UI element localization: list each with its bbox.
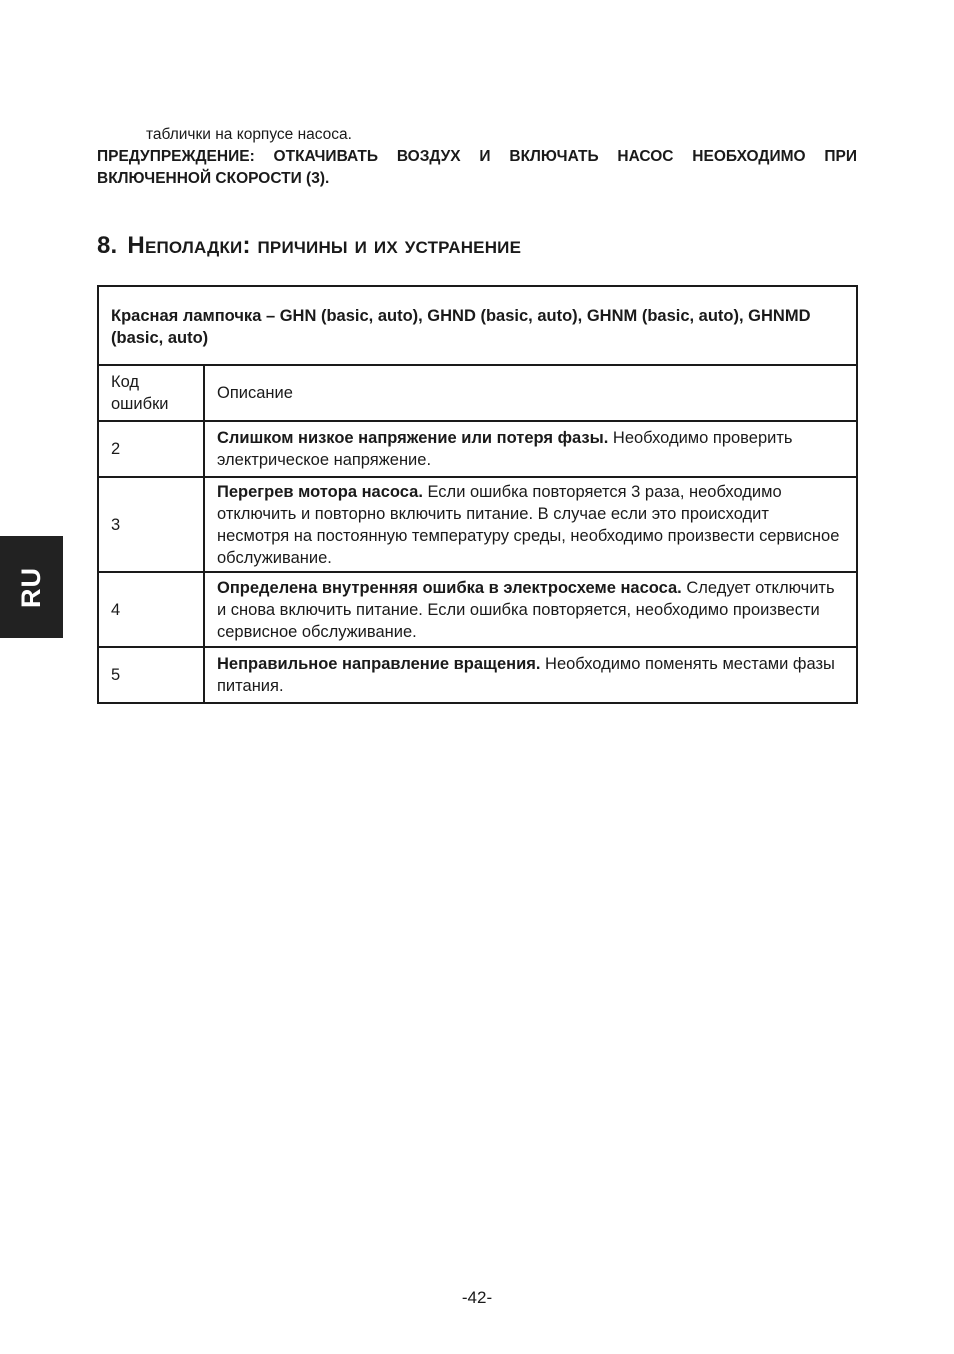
error-code: 2 xyxy=(98,421,204,477)
error-text: Необходимо поменять местами фазы питания. xyxy=(217,655,835,695)
column-header-description: Описание xyxy=(204,365,857,421)
error-title: Слишком низкое напряжение или потеря фазы. xyxy=(217,429,609,447)
table-header: Красная лампочка – GHN (basic, auto), GHND (basic, auto), GHNM (basic, auto), GHNMD (basic, auto) xyxy=(98,286,857,365)
language-tab xyxy=(0,536,63,638)
section-title xyxy=(97,232,521,260)
table-row xyxy=(98,647,857,703)
table-column-headers xyxy=(98,365,857,421)
error-code: 5 xyxy=(98,647,204,703)
table-row xyxy=(98,421,857,477)
section-title-text: Неполадки: причины и их устранение xyxy=(127,232,522,259)
intro-text: таблички на корпусе насоса. xyxy=(146,126,352,143)
error-title: Неправильное направление вращения. xyxy=(217,655,541,673)
error-description xyxy=(204,477,857,572)
error-description xyxy=(204,647,857,703)
error-text: Необходимо проверить электрическое напряжение. xyxy=(217,429,793,469)
table-header-row xyxy=(98,286,857,365)
page-number: -42- xyxy=(461,1288,493,1307)
language-label: RU xyxy=(16,566,46,608)
error-text: Если ошибка повторяется 3 раза, необходимо отключить и повторно включить питание. В случае если это происходит несмотря на постоянную температуру среды, необходимо произвести сервисное обслуживание. xyxy=(217,482,840,567)
table-row xyxy=(98,572,857,647)
error-text: Следует отключить и снова включить питание. Если ошибка повторяется, необходимо произвести сервисное обслуживание. xyxy=(217,578,835,641)
fault-table xyxy=(97,285,858,704)
column-header-code: Код ошибки xyxy=(98,365,204,421)
error-description xyxy=(204,421,857,477)
error-description xyxy=(204,572,857,647)
table-row xyxy=(98,477,857,572)
error-code: 3 xyxy=(98,477,204,572)
section-number: 8. xyxy=(97,232,118,259)
error-code: 4 xyxy=(98,572,204,647)
warning-text: ПРЕДУПРЕЖДЕНИЕ: ОТКАЧИВАТЬ ВОЗДУХ И ВКЛЮЧАТЬ НАСОС НЕОБХОДИМО ПРИ ВКЛЮЧЕННОЙ СКОРОСТИ (3). xyxy=(97,148,857,187)
error-title: Определена внутренняя ошибка в электросхеме насоса. xyxy=(217,578,682,597)
error-title: Перегрев мотора насоса. xyxy=(217,482,423,501)
